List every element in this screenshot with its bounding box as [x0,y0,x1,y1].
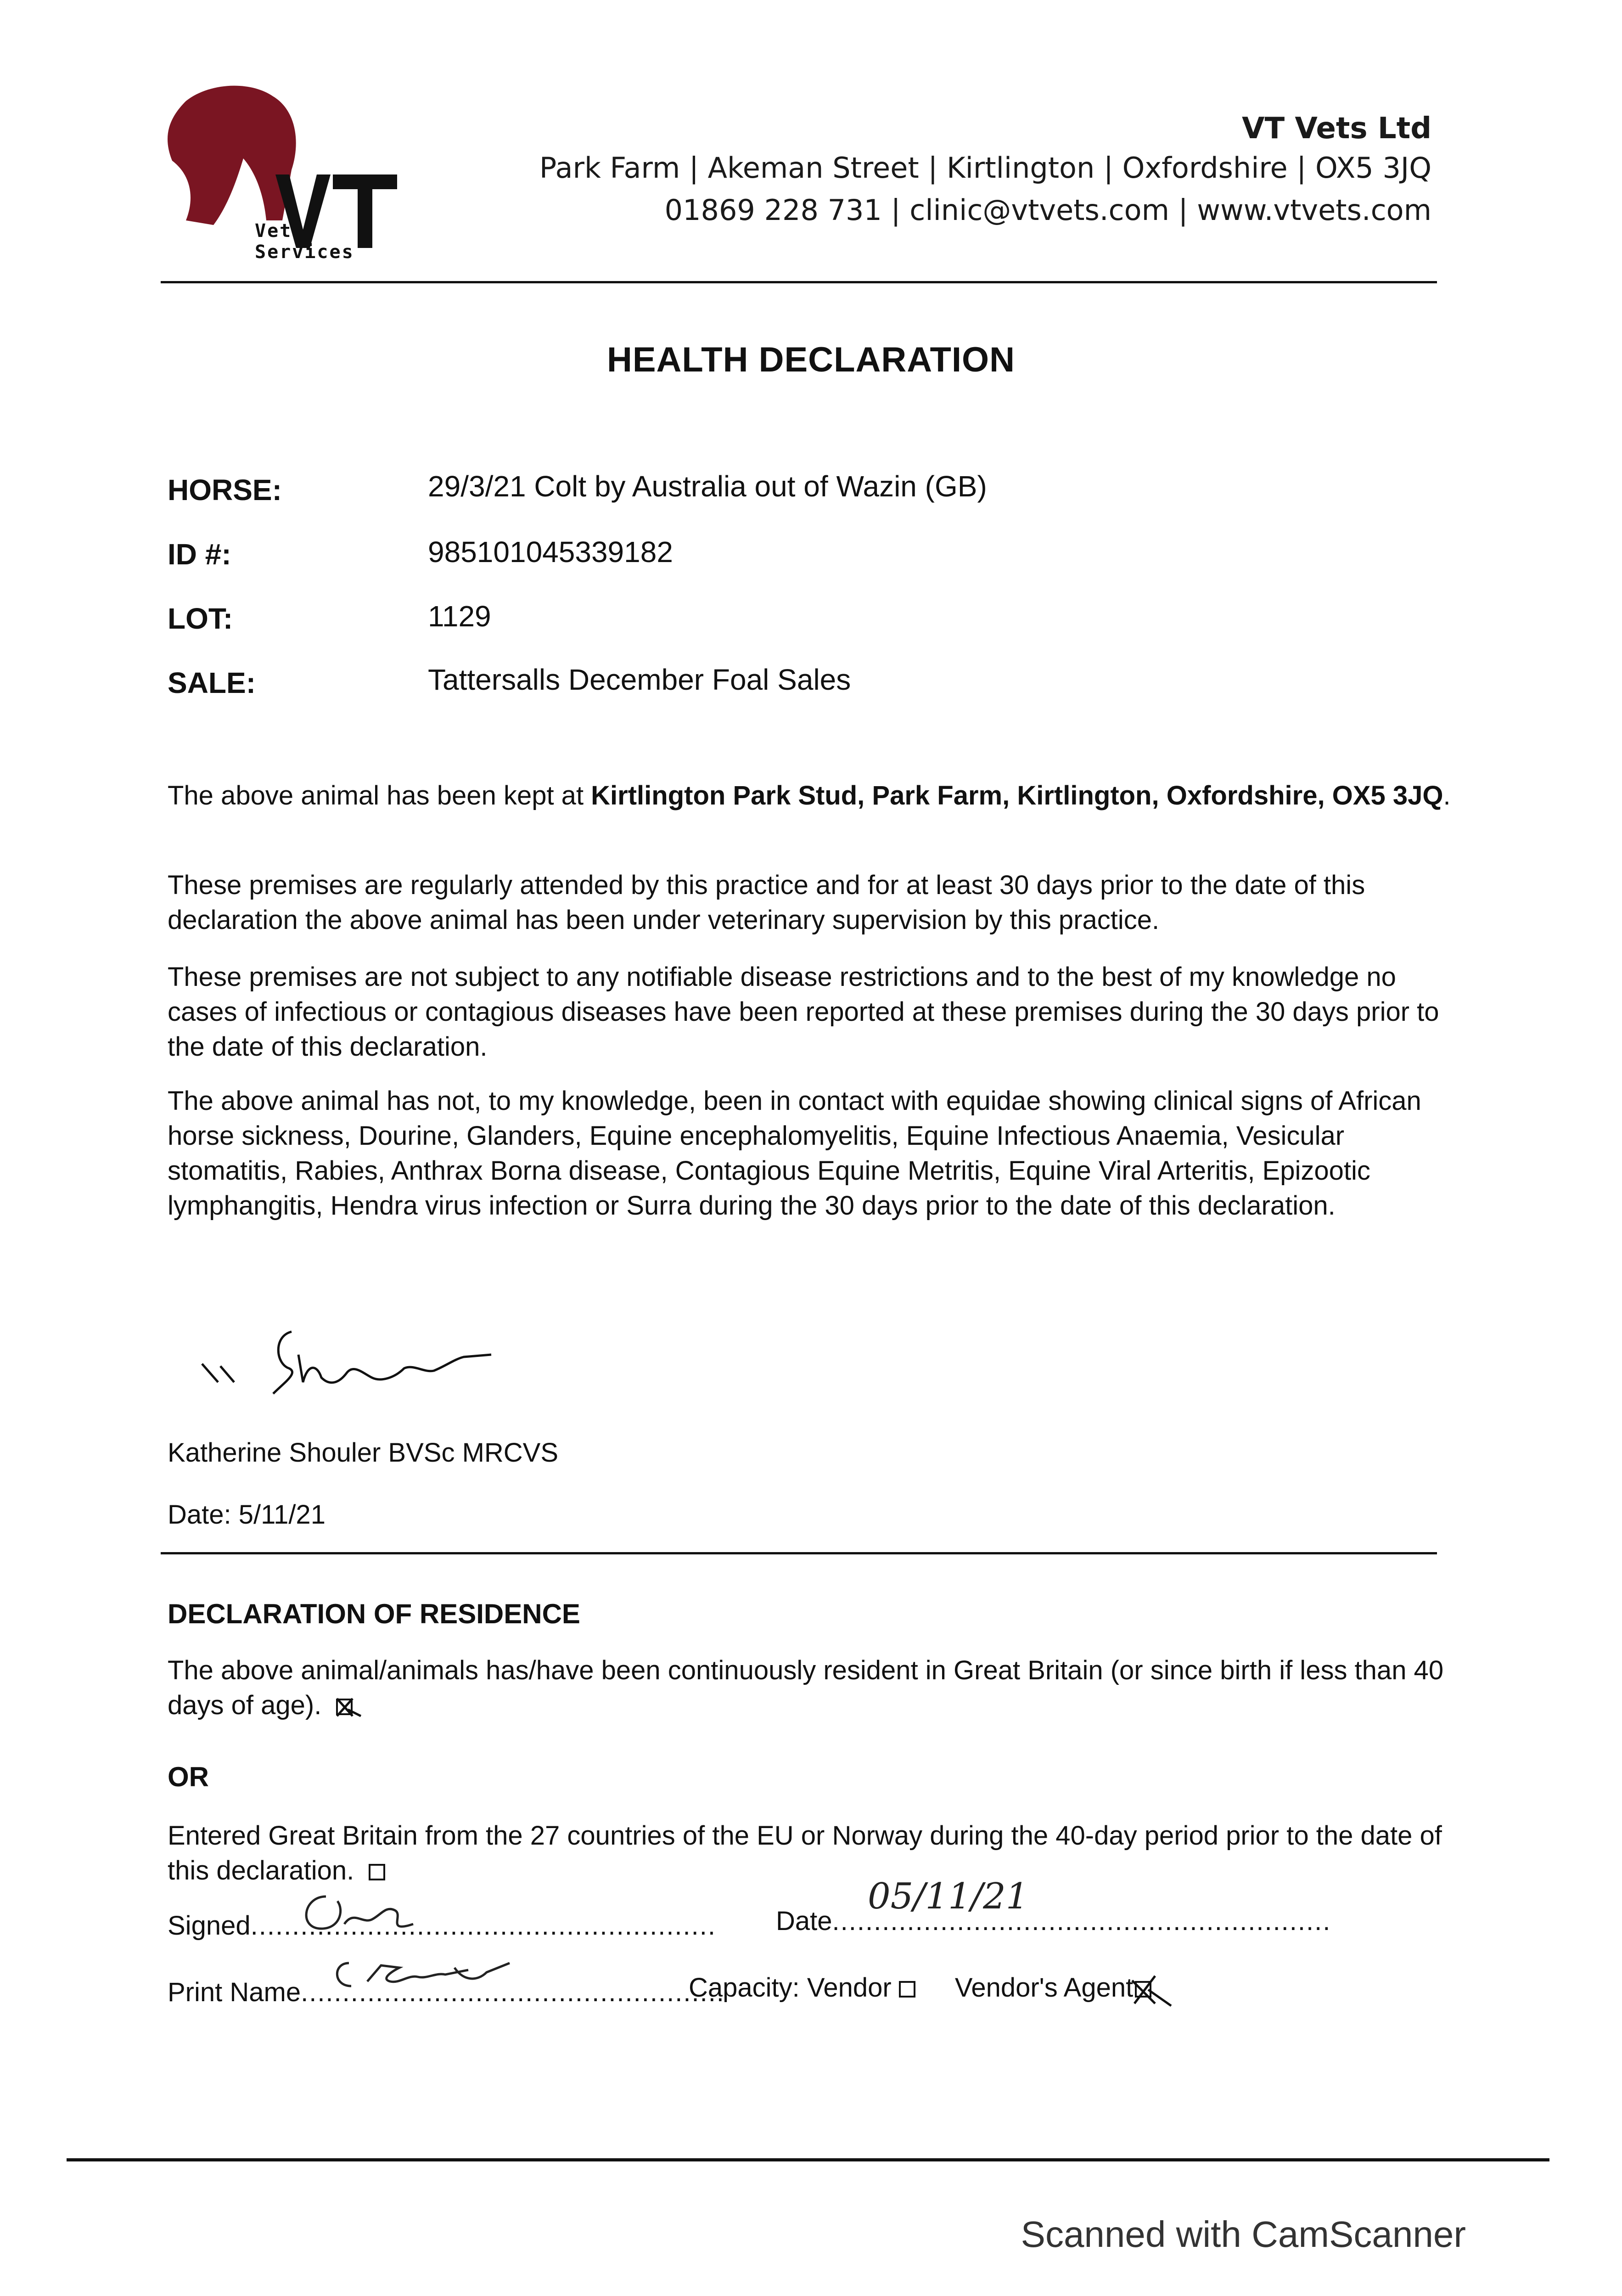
field-label-horse: HORSE: [168,473,282,506]
field-label-sale: SALE: [168,666,256,699]
company-name: VT Vets Ltd [1241,112,1431,146]
field-label-id: ID #: [168,538,231,571]
handwritten-date: 05/11/21 [868,1876,1029,1917]
print-name-dotted-line[interactable]: ................................................... [301,1977,725,2007]
paragraph-premises-suffix: . [1443,781,1451,810]
residence-or-label: OR [168,1761,209,1792]
signed-label: Signed [168,1911,251,1941]
residence-option-entered-text: Entered Great Britain from the 27 countries of the EU or Norway during the 40-day period prior to the date of this declaration. [168,1821,1442,1885]
paragraph-premises-address: Kirtlington Park Stud, Park Farm, Kirtlington, Oxfordshire, OX5 3JQ [591,781,1443,810]
paragraph-premises-prefix: The above animal has been kept at [168,781,591,810]
vt-logo [158,83,397,263]
document-title: HEALTH DECLARATION [606,340,1016,379]
vendor-signature [294,1883,432,1945]
vet-signature-scribble-icon [193,1313,505,1414]
residence-option-entered [168,1818,1444,1888]
paragraph-premises [168,778,1453,813]
paragraph-restrictions: These premises are not subject to any notifiable disease restrictions and to the best of my knowledge no cases of infectious or contagious diseases have been reported at these premises during the 30 days prior to the date of this declaration. [168,962,1439,1062]
company-header [539,110,1431,231]
capacity-vendor-checkbox[interactable] [899,1981,915,1998]
signed-dotted-line[interactable]: ........................................................ [250,1911,717,1941]
capacity-agent-label: Vendor's Agent [954,1973,1134,2003]
field-value-lot: 1129 [428,600,491,633]
agent-checkmark-x-icon [1123,1971,1173,2008]
header-divider [161,281,1437,283]
paragraph-supervision: These premises are regularly attended by this practice and for at least 30 days prior to the date of this declaration the above animal has been under veterinary supervision by this practice. [168,870,1365,935]
date-label: Date [776,1906,832,1936]
residence-heading: DECLARATION OF RESIDENCE [168,1598,580,1629]
capacity-line [689,1972,1151,2003]
camscanner-footer: Scanned with CamScanner [1021,2214,1466,2255]
vet-date: Date: 5/11/21 [168,1500,326,1530]
bottom-divider [67,2158,1549,2161]
vet-signature [193,1313,505,1414]
field-value-horse: 29/3/21 Colt by Australia out of Wazin (GB) [428,470,987,503]
field-value-id: 985101045339182 [428,535,673,568]
residence-divider [161,1552,1437,1554]
capacity-agent-checkbox[interactable] [1135,1981,1151,1998]
residence-option-resident-text: The above animal/animals has/have been continuously resident in Great Britain (or since birth if less than 40 days of age). [168,1655,1444,1720]
resident-checkbox[interactable] [336,1699,353,1715]
vendor-printed-name [331,1954,542,2002]
vet-name: Katherine Shouler BVSc MRCVS [168,1438,559,1468]
vendor-name-scribble-icon [331,1954,542,2000]
capacity-vendor-label: Capacity: Vendor [689,1973,892,2003]
print-name-label: Print Name [168,1977,301,2007]
paragraph-contact-diseases: The above animal has not, to my knowledge, been in contact with equidae showing clinical signs of African horse sickness, Dourine, Glanders, Equine encephalomyelitis, Equine Infectious Anaemia, Vesicular stomatitis, Rabies, Anthrax Borna disease, Contagious Equine Metritis, Equine Viral Arteritis, Epizootic lymphangitis, Hendra virus infection or Surra during the 30 days prior to the date of this declaration. [168,1086,1421,1221]
field-label-lot: LOT: [168,602,233,635]
date-line [776,1906,1331,1936]
date-dotted-line[interactable]: ............................................................ [832,1906,1331,1936]
logo-tagline: Vet Services [255,220,354,263]
vendor-signature-scribble-icon [294,1883,432,1942]
company-address: Park Farm | Akeman Street | Kirtlington | Oxfordshire | OX5 3JQ [539,151,1431,185]
residence-option-resident [168,1653,1444,1723]
checkmark-x-icon [334,1696,362,1719]
company-contact: 01869 228 731 | clinic@vtvets.com | www.vtvets.com [664,193,1431,227]
field-value-sale: Tattersalls December Foal Sales [428,663,851,696]
signed-line [168,1910,716,1941]
entered-checkbox[interactable] [369,1864,385,1880]
